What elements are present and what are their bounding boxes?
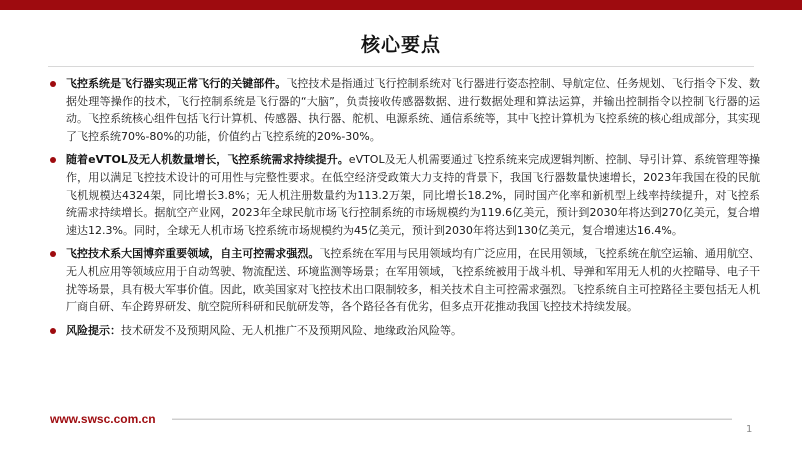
key-point-body: eVTOL及无人机需要通过飞控系统来完成逻辑判断、控制、导引计算、系统管理等操作，用以满足飞控技术设计的可用性与完整性要求。在低空经济受政策大力支持的背景下，我国飞行器数量快速增长，2023年我国在役的民航飞机规模达4324架，同比增长3.8%；无人机注册数量约为113.2万架，同比增长18.2%，同时国产化率和新机型上线率持续提升，对飞控系统需求持续增长。据航空产业网，2023年全球民航市场飞行控制系统的市场规模约为119.6亿美元，预计到2030年将达到270亿美元，复合增速达12.3%。同时，全球无人机市场飞控系统市场规模约为45亿美元，预计到2030年将达到130亿美元，复合增速达16.4%。 — [66, 153, 761, 237]
key-point-lead: 飞控系统是飞行器实现正常飞行的关键部件。 — [66, 77, 287, 90]
key-point — [48, 322, 760, 340]
bullet-icon — [50, 328, 56, 334]
key-point-body: 飞控技术是指通过飞行控制系统对飞行器进行姿态控制、导航定位、任务规划、飞行指令下发、数据处理等操作的技术，飞行控制系统是飞行器的“大脑”，负责接收传感器数据、进行数据处理和算法运算，并输出控制指令以控制飞行器的运动。飞控系统核心组件包括飞行计算机、传感器、执行器、舵机、电源系统、通信系统等，其中飞控计算机为飞控系统的核心组成部分，其实现了飞控系统70%-80%的功能，价值约占飞控系统的20%-30%。 — [66, 77, 761, 143]
key-point-lead: 飞控技术系大国博弈重要领域，自主可控需求强烈。 — [66, 247, 320, 261]
key-point-lead: 风险提示： — [66, 323, 121, 337]
bullet-icon — [50, 157, 56, 163]
footer-website-link[interactable]: www.swsc.com.cn — [50, 412, 156, 426]
page-title: 核心要点 — [360, 34, 441, 56]
key-point — [48, 245, 760, 315]
top-brand-band — [0, 0, 802, 10]
key-point — [48, 151, 760, 239]
page-number: 1 — [746, 424, 753, 435]
key-point — [48, 75, 760, 145]
key-points-list — [48, 75, 760, 345]
key-point-lead: 随着eVTOL及无人机数量增长，飞控系统需求持续提升。 — [66, 153, 349, 167]
footer-divider — [172, 419, 732, 420]
bullet-icon — [50, 251, 56, 257]
header-divider — [48, 66, 754, 67]
bullet-icon — [50, 81, 56, 87]
key-point-body: 技术研发不及预期风险、无人机推广不及预期风险、地缘政治风险等。 — [121, 323, 462, 337]
key-point-body: 飞控系统在军用与民用领域均有广泛应用，在民用领域，飞控系统在航空运输、通用航空、无人机应用等领域应用于自动驾驶、物流配送、环境监测等场景；在军用领域，飞控系统被用于战斗机、导弹和军用无人机的火控瞄导、电子干扰等场景，具有极大军事价值。因此，欧美国家对飞控技术出口限制较多，相关技术自主可控需求强烈。飞控系统自主可控路径主要包括无人机厂商自研、车企跨界研发、航空院所科研和民航研发等，各个路径各有优劣，但多点开花推动我国飞控技术持续发展。 — [66, 247, 761, 314]
